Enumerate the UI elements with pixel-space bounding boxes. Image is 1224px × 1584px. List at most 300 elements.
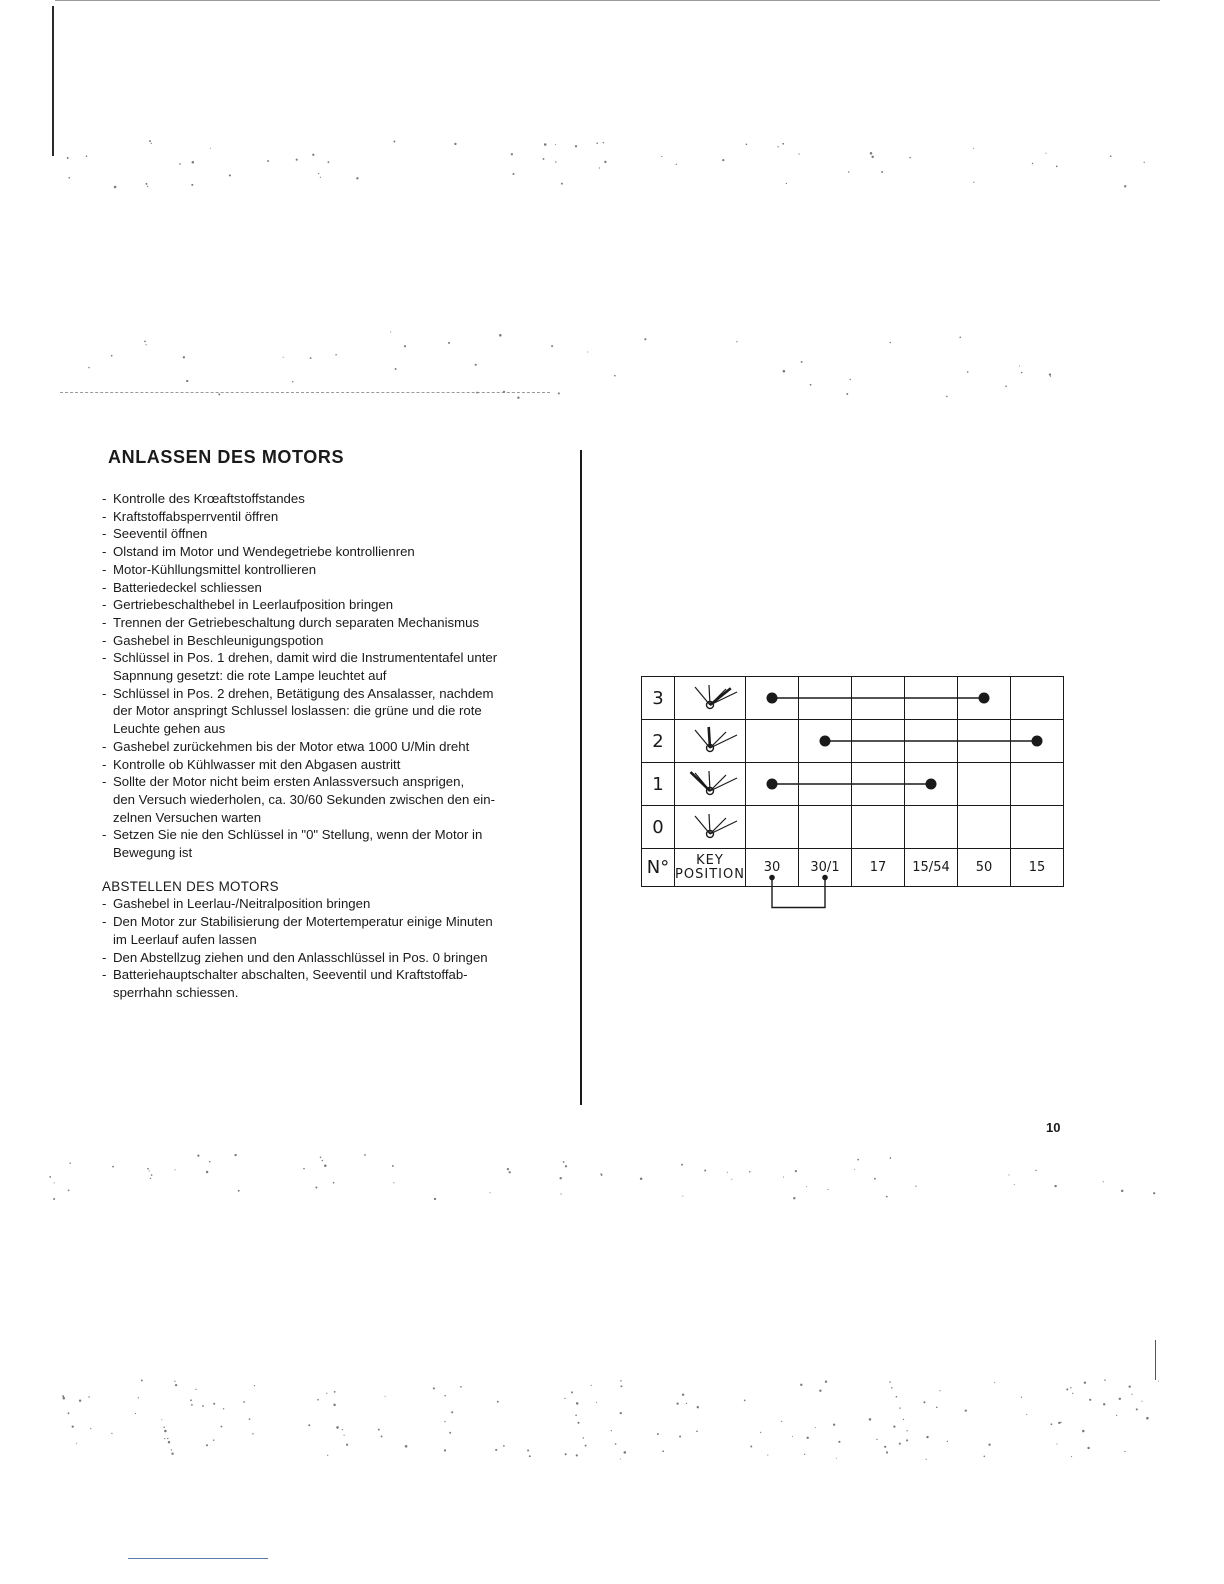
speckle bbox=[49, 1176, 51, 1178]
step-text: Batteriehauptschalter abschalten, Seeventil und Kraftstoffab- bbox=[113, 967, 468, 983]
speckle bbox=[1124, 185, 1126, 187]
speckle bbox=[364, 1154, 366, 1156]
number-label: N° bbox=[642, 849, 675, 887]
speckle bbox=[1124, 1451, 1125, 1452]
speckle bbox=[849, 379, 850, 380]
speckle bbox=[1146, 1417, 1149, 1420]
speckle bbox=[86, 155, 88, 157]
bullet-dash bbox=[102, 931, 113, 949]
speckle bbox=[1070, 1387, 1071, 1388]
bullet-dash bbox=[102, 791, 113, 809]
speckle bbox=[806, 1186, 807, 1187]
speckle bbox=[1116, 1415, 1117, 1416]
speckle bbox=[67, 157, 69, 159]
step-item bbox=[102, 596, 572, 614]
bullet-dash bbox=[102, 984, 113, 1002]
key-icon-cell bbox=[675, 806, 746, 849]
speckle bbox=[676, 1402, 678, 1404]
speckle bbox=[1072, 1393, 1073, 1394]
speckle bbox=[736, 341, 737, 342]
speckle bbox=[249, 1418, 251, 1420]
speckle bbox=[229, 174, 231, 176]
step-line bbox=[102, 561, 572, 579]
speckle bbox=[596, 1402, 597, 1403]
speckle bbox=[390, 331, 391, 332]
speckle bbox=[190, 1399, 192, 1401]
bullet-dash: - bbox=[102, 756, 107, 772]
speckle bbox=[144, 341, 146, 343]
speckle bbox=[88, 367, 89, 368]
step-item bbox=[102, 949, 572, 967]
step-item bbox=[102, 508, 572, 526]
speckle bbox=[1049, 373, 1051, 375]
speckle bbox=[599, 167, 600, 168]
speckle bbox=[644, 338, 646, 340]
speckle bbox=[167, 1438, 168, 1439]
step-item bbox=[102, 826, 572, 861]
speckle bbox=[893, 1425, 895, 1427]
connection-cell bbox=[1011, 806, 1064, 849]
speckle bbox=[801, 361, 803, 363]
speckle bbox=[174, 1381, 175, 1382]
speckle bbox=[395, 368, 397, 370]
speckle bbox=[1050, 375, 1051, 376]
step-item bbox=[102, 490, 572, 508]
bullet-dash: - bbox=[102, 544, 107, 560]
position-row bbox=[642, 763, 1064, 806]
step-text: sperrhahn schiessen. bbox=[113, 984, 239, 1000]
speckle bbox=[283, 357, 284, 358]
speckle bbox=[145, 344, 146, 345]
speckle bbox=[63, 1397, 66, 1400]
step-text: Schlüssel in Pos. 1 drehen, damit wird die Instrumententafel unter bbox=[113, 650, 498, 666]
connection-cell bbox=[905, 677, 958, 720]
speckle bbox=[449, 1432, 451, 1434]
step-line bbox=[102, 667, 572, 685]
speckle bbox=[206, 1171, 208, 1173]
speckle bbox=[559, 1177, 561, 1179]
speckle bbox=[746, 143, 748, 145]
speckle bbox=[175, 1384, 177, 1386]
key-position-table bbox=[641, 676, 1064, 887]
speckle bbox=[135, 1413, 136, 1414]
terminal-label: 50 bbox=[958, 849, 1011, 887]
speckle bbox=[555, 161, 556, 162]
step-item bbox=[102, 579, 572, 597]
speckle bbox=[183, 356, 185, 358]
speckle bbox=[876, 1439, 877, 1440]
speckle bbox=[620, 1385, 622, 1387]
speckle bbox=[587, 351, 588, 352]
step-line bbox=[102, 844, 572, 862]
speckle bbox=[889, 1381, 891, 1383]
step-text: Kontrolle ob Kühlwasser mit den Abgasen austritt bbox=[113, 756, 401, 772]
step-line bbox=[102, 809, 572, 827]
speckle bbox=[320, 1157, 322, 1159]
speckle bbox=[1141, 1401, 1142, 1402]
bullet-dash: - bbox=[102, 967, 107, 983]
connection-cell bbox=[799, 763, 852, 806]
speckle bbox=[320, 177, 321, 178]
speckle bbox=[881, 171, 883, 173]
speckle bbox=[147, 1168, 149, 1170]
speckle bbox=[565, 1453, 567, 1455]
terminal-label: 15 bbox=[1011, 849, 1064, 887]
step-line bbox=[102, 773, 572, 791]
speckle bbox=[1087, 1447, 1089, 1449]
speckle bbox=[1129, 1385, 1131, 1387]
speckle bbox=[782, 143, 784, 145]
step-text: Motor-Kühllungsmittel kontrollieren bbox=[113, 561, 317, 577]
speckle bbox=[870, 152, 873, 155]
step-line bbox=[102, 685, 572, 703]
speckle bbox=[444, 1395, 446, 1397]
speckle bbox=[620, 1412, 622, 1414]
step-line bbox=[102, 720, 572, 738]
speckle bbox=[1008, 1174, 1009, 1175]
stop-steps-list bbox=[102, 895, 572, 1001]
step-text: Setzen Sie nie den Schlüssel in "0" Stellung, wenn der Motor in bbox=[113, 827, 483, 843]
speckle bbox=[896, 1396, 898, 1398]
speckle bbox=[786, 183, 787, 184]
speckle bbox=[884, 1446, 886, 1448]
speckle bbox=[620, 1458, 621, 1459]
speckle bbox=[444, 1421, 445, 1422]
speckle bbox=[171, 1449, 172, 1450]
speckle bbox=[798, 153, 799, 154]
speckle bbox=[874, 1178, 876, 1180]
connection-cell bbox=[905, 763, 958, 806]
speckle bbox=[1005, 385, 1007, 387]
bullet-dash: - bbox=[102, 597, 107, 613]
speckle bbox=[1021, 372, 1023, 374]
step-line bbox=[102, 632, 572, 650]
speckle bbox=[296, 159, 298, 161]
stop-heading: ABSTELLEN DES MOTORS bbox=[102, 878, 279, 894]
speckle bbox=[151, 143, 152, 144]
speckle bbox=[561, 1193, 562, 1194]
speckle bbox=[899, 1443, 901, 1445]
step-item bbox=[102, 913, 572, 948]
speckle bbox=[704, 1170, 706, 1172]
speckle bbox=[640, 1178, 643, 1181]
speckle bbox=[385, 1396, 386, 1397]
speckle bbox=[69, 1162, 70, 1163]
connection-cell bbox=[852, 806, 905, 849]
speckle bbox=[512, 173, 514, 175]
bullet-dash: - bbox=[102, 508, 107, 524]
position-number: 2 bbox=[642, 720, 675, 763]
step-text: Den Abstellzug ziehen und den Anlasschlüssel in Pos. 0 bringen bbox=[113, 949, 488, 965]
speckle bbox=[267, 160, 269, 162]
step-line bbox=[102, 949, 572, 967]
speckle bbox=[848, 171, 849, 172]
speckle bbox=[1045, 153, 1046, 154]
speckle bbox=[899, 1407, 900, 1408]
speckle bbox=[404, 345, 406, 347]
key-label-top: KEY bbox=[696, 852, 724, 868]
bullet-dash: - bbox=[102, 774, 107, 790]
speckle bbox=[1026, 1414, 1027, 1415]
speckle bbox=[460, 1386, 462, 1388]
speckle bbox=[79, 1400, 81, 1402]
speckle bbox=[164, 1430, 167, 1433]
step-item bbox=[102, 685, 572, 738]
speckle bbox=[983, 1455, 985, 1457]
speckle bbox=[312, 154, 314, 156]
step-item bbox=[102, 525, 572, 543]
key-icon-cell bbox=[675, 763, 746, 806]
speckle bbox=[168, 1441, 170, 1443]
speckle bbox=[1082, 1430, 1085, 1433]
start-steps-list bbox=[102, 490, 572, 862]
speckle bbox=[344, 1435, 345, 1436]
speckle bbox=[558, 392, 560, 394]
speckle bbox=[926, 1436, 928, 1438]
bullet-dash: - bbox=[102, 614, 107, 630]
connection-cell bbox=[746, 806, 799, 849]
speckle bbox=[994, 1382, 995, 1383]
speckle bbox=[1103, 1403, 1105, 1405]
speckle bbox=[836, 1458, 837, 1459]
speckle bbox=[1058, 1422, 1060, 1424]
step-text: zelnen Versuchen warten bbox=[113, 809, 262, 825]
speckle bbox=[624, 1451, 627, 1454]
connection-cell bbox=[799, 720, 852, 763]
step-item bbox=[102, 632, 572, 650]
step-text: Sollte der Motor nicht beim ersten Anlassversuch ansprigen, bbox=[113, 774, 465, 790]
speckle bbox=[209, 1161, 211, 1163]
speckle bbox=[744, 1400, 746, 1402]
step-line bbox=[102, 966, 572, 984]
speckle bbox=[1035, 1170, 1036, 1171]
terminal-label: 30 bbox=[746, 849, 799, 887]
step-line bbox=[102, 579, 572, 597]
speckle bbox=[111, 355, 113, 357]
speckle bbox=[783, 370, 786, 373]
speckle bbox=[795, 1170, 797, 1172]
connection-cell bbox=[799, 806, 852, 849]
speckle bbox=[308, 1424, 310, 1426]
speckle bbox=[238, 1190, 240, 1192]
connection-cell bbox=[1011, 720, 1064, 763]
speckle bbox=[195, 1389, 196, 1390]
step-line bbox=[102, 826, 572, 844]
speckle bbox=[252, 1433, 253, 1434]
terminal-label: 30/1 bbox=[799, 849, 852, 887]
step-line bbox=[102, 702, 572, 720]
speckle bbox=[405, 1445, 408, 1448]
speckle bbox=[191, 184, 193, 186]
speckle bbox=[147, 186, 148, 187]
speckle bbox=[1054, 1185, 1056, 1187]
speckle bbox=[151, 1174, 153, 1176]
bullet-dash: - bbox=[102, 685, 107, 701]
speckle bbox=[163, 1426, 165, 1428]
speckle bbox=[454, 143, 456, 145]
step-line bbox=[102, 508, 572, 526]
speckle bbox=[335, 354, 337, 356]
speckle bbox=[529, 1455, 531, 1457]
speckle bbox=[903, 1419, 904, 1420]
connection-cell bbox=[905, 806, 958, 849]
speckle bbox=[111, 1433, 112, 1434]
speckle bbox=[1144, 162, 1145, 163]
speckle bbox=[145, 183, 147, 185]
step-text: Trennen der Getriebeschaltung durch separaten Mechanismus bbox=[113, 614, 480, 630]
speckle bbox=[857, 1159, 859, 1161]
speckle bbox=[68, 1412, 70, 1414]
speckle bbox=[72, 1425, 74, 1427]
speckle bbox=[90, 1428, 91, 1429]
speckle bbox=[54, 1182, 55, 1183]
bullet-dash: - bbox=[102, 579, 107, 595]
bullet-dash: - bbox=[102, 632, 107, 648]
bullet-dash: - bbox=[102, 949, 107, 965]
speckle bbox=[495, 1449, 497, 1451]
speckle bbox=[697, 1406, 699, 1408]
step-line bbox=[102, 895, 572, 913]
speckle bbox=[936, 1406, 938, 1408]
speckle bbox=[676, 164, 677, 165]
page-number: 10 bbox=[1046, 1120, 1061, 1135]
step-line bbox=[102, 525, 572, 543]
step-text: Gertriebeschalthebel in Leerlaufposition bringen bbox=[113, 597, 394, 613]
speckle bbox=[322, 1160, 324, 1162]
speckle bbox=[448, 342, 450, 344]
speckle bbox=[825, 1380, 827, 1382]
speckle bbox=[434, 1198, 436, 1200]
speckle bbox=[326, 1393, 327, 1394]
connection-cell bbox=[905, 720, 958, 763]
speckle bbox=[1056, 166, 1058, 168]
speckle bbox=[571, 1391, 573, 1393]
speckle bbox=[503, 1445, 505, 1447]
speckle bbox=[575, 145, 577, 147]
speckle bbox=[161, 1419, 162, 1420]
speckle bbox=[585, 1445, 587, 1447]
position-number: 3 bbox=[642, 677, 675, 720]
speckle bbox=[433, 1387, 435, 1389]
key-icon-cell bbox=[675, 677, 746, 720]
step-line bbox=[102, 913, 572, 931]
speckle bbox=[333, 1182, 335, 1184]
speckle bbox=[1019, 365, 1020, 366]
speckle bbox=[577, 1422, 579, 1424]
speckle bbox=[202, 1405, 204, 1407]
speckle bbox=[760, 1432, 761, 1433]
connection-cell bbox=[958, 806, 1011, 849]
speckle bbox=[292, 381, 293, 382]
connection-cell bbox=[799, 677, 852, 720]
speckle bbox=[342, 1429, 343, 1430]
step-text: den Versuch wiederholen, ca. 30/60 Sekunden zwischen den ein- bbox=[113, 791, 495, 807]
speckle bbox=[327, 161, 329, 163]
speckle bbox=[722, 159, 724, 161]
speckle bbox=[310, 357, 312, 359]
speckle bbox=[682, 1196, 683, 1197]
speckle bbox=[967, 371, 969, 373]
bullet-dash bbox=[102, 844, 113, 862]
connection-cell bbox=[852, 763, 905, 806]
speckle bbox=[114, 186, 117, 189]
speckle bbox=[1089, 1399, 1091, 1401]
speckle bbox=[489, 1192, 490, 1193]
speckle bbox=[517, 396, 519, 398]
speckle bbox=[662, 1450, 664, 1452]
speckle bbox=[303, 1168, 305, 1170]
speckle bbox=[1021, 1397, 1022, 1398]
speckle bbox=[324, 1165, 327, 1168]
speckle bbox=[393, 141, 395, 143]
speckle bbox=[317, 1399, 319, 1401]
speckle bbox=[1066, 1388, 1068, 1390]
step-item bbox=[102, 738, 572, 756]
step-item bbox=[102, 561, 572, 579]
speckle bbox=[565, 1165, 567, 1167]
speckle bbox=[749, 1171, 750, 1172]
speckle bbox=[381, 1435, 383, 1437]
speckle bbox=[889, 342, 891, 344]
speckle bbox=[179, 163, 181, 165]
speckle bbox=[551, 345, 553, 347]
speckle bbox=[543, 158, 545, 160]
step-text: Schlüssel in Pos. 2 drehen, Betätigung des Ansalasser, nachdem bbox=[113, 685, 494, 701]
speckle bbox=[939, 1390, 940, 1391]
speckle bbox=[149, 140, 151, 142]
speckle bbox=[218, 393, 220, 395]
speckle bbox=[206, 1444, 208, 1446]
speckle bbox=[783, 1177, 784, 1178]
speckle bbox=[727, 1172, 728, 1173]
speckle bbox=[138, 1397, 139, 1398]
speckle bbox=[915, 1186, 916, 1187]
speckle bbox=[973, 148, 974, 149]
connection-cell bbox=[958, 763, 1011, 806]
right-edge-mark bbox=[1155, 1340, 1156, 1380]
bullet-dash bbox=[102, 809, 113, 827]
speckle bbox=[869, 1418, 872, 1421]
connection-cell bbox=[958, 720, 1011, 763]
speckle bbox=[1056, 1444, 1057, 1445]
speckle bbox=[891, 1387, 893, 1389]
position-number: 0 bbox=[642, 806, 675, 849]
speckle bbox=[576, 1454, 578, 1456]
connection-cell bbox=[1011, 763, 1064, 806]
step-item bbox=[102, 966, 572, 1001]
speckle bbox=[838, 1441, 840, 1443]
speckle bbox=[507, 1168, 509, 1170]
step-text: Leuchte gehen aus bbox=[113, 721, 226, 737]
speckle bbox=[1153, 1192, 1155, 1194]
speckle bbox=[1136, 1408, 1138, 1410]
footer-rule bbox=[128, 1558, 268, 1559]
speckle bbox=[657, 1433, 659, 1435]
speckle bbox=[509, 1171, 511, 1173]
speckle bbox=[583, 1437, 584, 1438]
connection-cell bbox=[746, 720, 799, 763]
step-line bbox=[102, 738, 572, 756]
speckle bbox=[527, 1450, 529, 1452]
speckle bbox=[1103, 1181, 1104, 1182]
speckle bbox=[1014, 1184, 1015, 1185]
step-text: Kontrolle des Krœaftstoffstandes bbox=[113, 491, 305, 506]
terminal-label: 15/54 bbox=[905, 849, 958, 887]
speckle bbox=[1121, 1190, 1123, 1192]
step-text: Gashebel zurückehmen bis der Motor etwa 1000 U/Min dreht bbox=[113, 738, 470, 754]
speckle bbox=[175, 1169, 176, 1170]
speckle bbox=[988, 1444, 990, 1446]
